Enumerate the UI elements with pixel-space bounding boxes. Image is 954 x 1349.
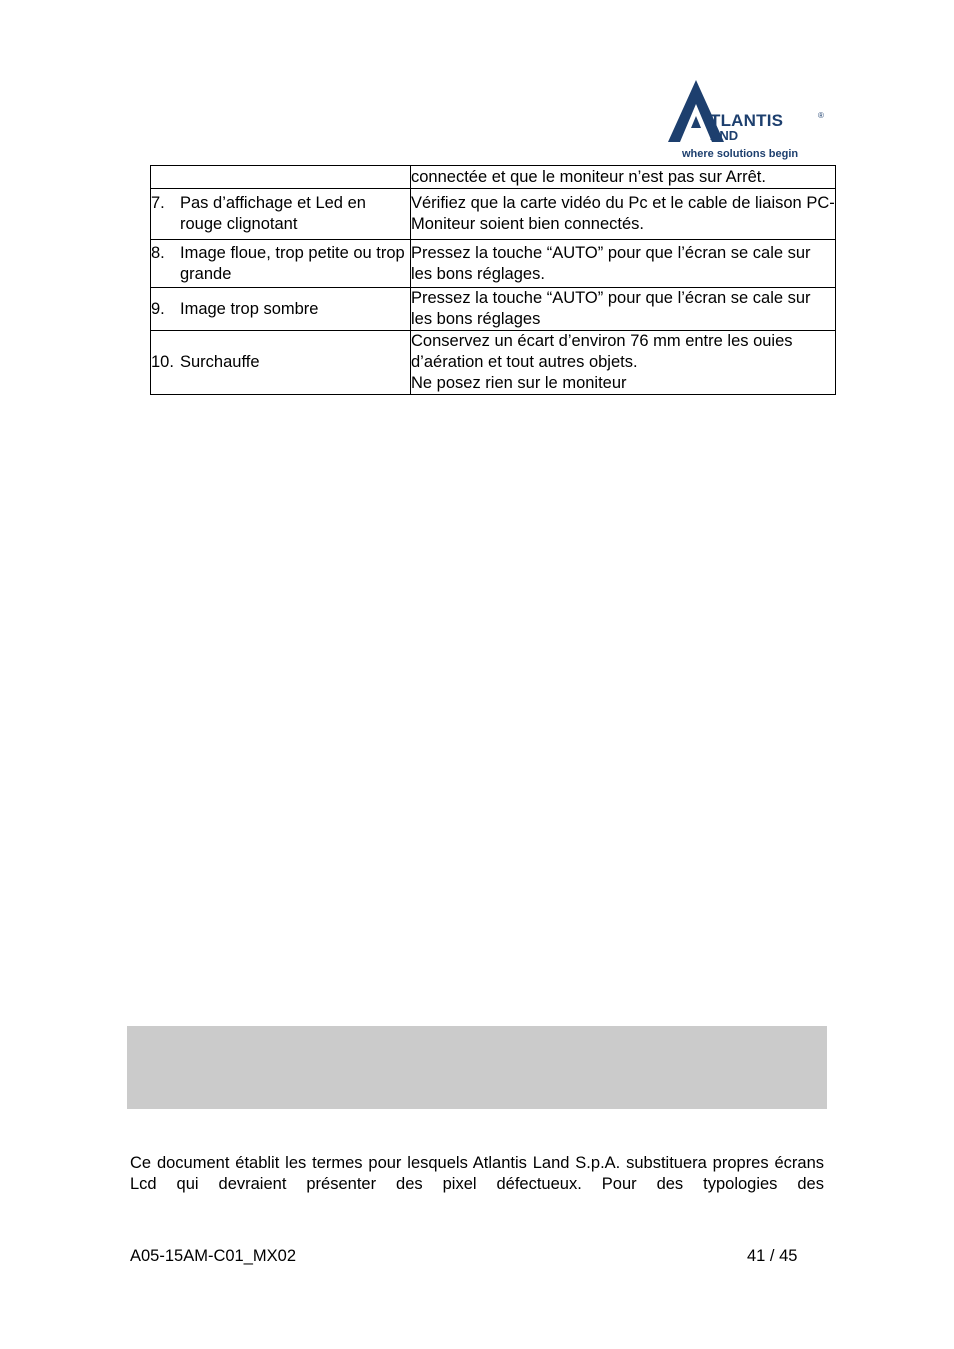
problem-number: 9. <box>151 299 165 318</box>
table-row <box>151 240 836 288</box>
logo-brand-text: TLANTIS <box>710 111 784 130</box>
problem-text: Surchauffe <box>180 353 260 371</box>
logo-registered-mark: ® <box>818 111 824 120</box>
problem-cell <box>151 331 411 395</box>
section-heading-band <box>127 1026 827 1109</box>
problem-cell <box>151 189 411 240</box>
logo-brand-second-text: AND <box>710 128 739 143</box>
solution-text: connectée et que le moniteur n’est pas sur Arrêt. <box>411 167 766 186</box>
logo-tagline: where solutions begin <box>682 148 799 160</box>
table-row <box>151 288 836 331</box>
solution-cell <box>411 189 836 240</box>
problem-text: Image floue, trop petite ou trop grande <box>180 243 405 283</box>
problem-number: 7. <box>151 194 165 212</box>
problem-cell <box>151 288 411 331</box>
footer-doc-code: A05-15AM-C01_MX02 <box>130 1247 296 1265</box>
table-row <box>151 166 836 189</box>
solution-text: Vérifiez que la carte vidéo du Pc et le cable de liaison PC-Moniteur soient bien connectés. <box>411 194 835 233</box>
problem-number: 10. <box>151 353 174 371</box>
solution-cell <box>411 166 836 189</box>
atlantis-land-logo <box>666 78 830 164</box>
table-row <box>151 331 836 395</box>
solution-text: Ne posez rien sur le moniteur <box>411 374 627 392</box>
problem-text: Pas d’affichage et Led en rouge clignotant <box>180 194 366 233</box>
solution-text: Conservez un écart d’environ 76 mm entre les ouies d’aération et tout autres objets. <box>411 332 793 371</box>
problem-cell <box>151 240 411 288</box>
troubleshooting-table <box>150 165 836 395</box>
solution-text: Pressez la touche “AUTO” pour que l’écran se cale sur les bons réglages. <box>411 243 811 283</box>
footer-page-number: 41 / 45 <box>747 1247 798 1265</box>
solution-cell <box>411 240 836 288</box>
body-paragraph: Ce document établit les termes pour lesquels Atlantis Land S.p.A. substituera propres écrans Lcd qui devraient présenter des pixel défectueux. Pour des typologies des <box>130 1153 824 1193</box>
problem-number: 8. <box>151 243 165 262</box>
solution-cell <box>411 288 836 331</box>
problem-text: Image trop sombre <box>180 299 319 318</box>
solution-text: Pressez la touche “AUTO” pour que l’écran se cale sur les bons réglages <box>411 289 811 328</box>
problem-cell <box>151 166 411 189</box>
solution-cell <box>411 331 836 395</box>
table-row <box>151 189 836 240</box>
